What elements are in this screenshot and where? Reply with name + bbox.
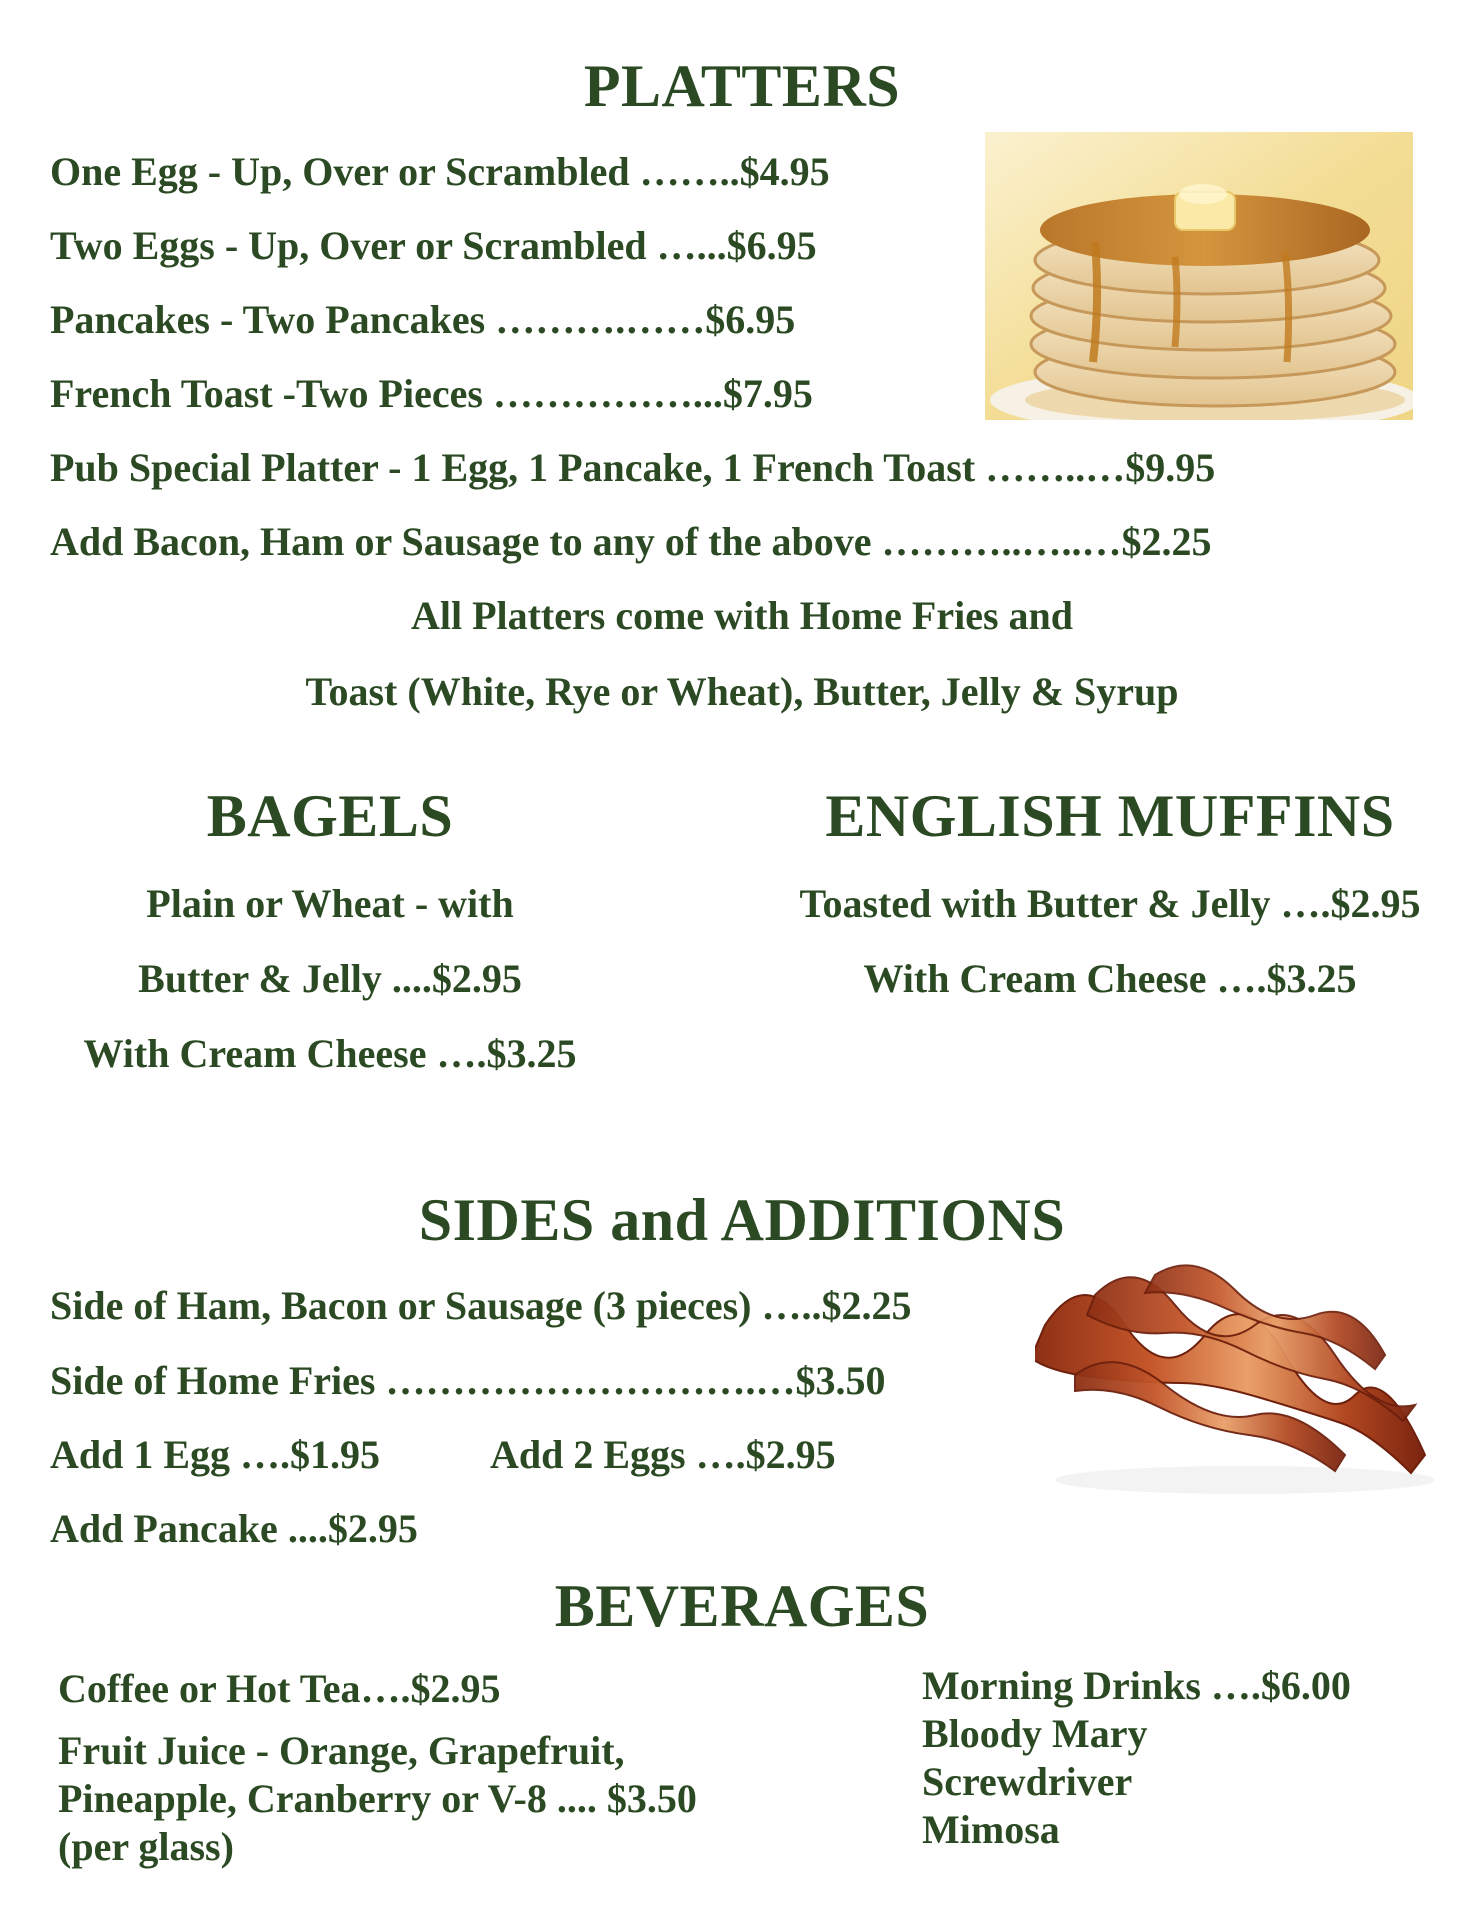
platters-heading: PLATTERS [583, 53, 901, 119]
bagels-line: With Cream Cheese ….$3.25 [83, 1031, 577, 1076]
beverage-right-line: Morning Drinks ….$6.00 [922, 1663, 1351, 1708]
beverage-left-line: (per glass) [58, 1824, 234, 1869]
english-muffins-line: Toasted with Butter & Jelly ….$2.95 [799, 881, 1421, 926]
platters-note-line1: All Platters come with Home Fries and [410, 593, 1074, 638]
platter-item: Pub Special Platter - 1 Egg, 1 Pancake, 1 French Toast ……..…$9.95 [50, 445, 1216, 490]
beverage-left-line: Fruit Juice - Orange, Grapefruit, [58, 1728, 625, 1773]
bagels-line: Butter & Jelly ....$2.95 [138, 956, 522, 1001]
beverage-right-line: Screwdriver [922, 1759, 1133, 1804]
platters-note-line2: Toast (White, Rye or Wheat), Butter, Jelly & Syrup [305, 669, 1179, 714]
sides-heading: SIDES and ADDITIONS [418, 1187, 1066, 1253]
english-muffins-line: With Cream Cheese ….$3.25 [863, 956, 1357, 1001]
beverage-right-line: Mimosa [922, 1807, 1060, 1852]
beverage-right-line: Bloody Mary [922, 1711, 1148, 1756]
beverage-left-line: Coffee or Hot Tea….$2.95 [58, 1666, 501, 1711]
bagels-line: Plain or Wheat - with [146, 881, 514, 926]
platter-item: French Toast -Two Pieces ……………...$7.95 [50, 371, 813, 416]
side-item: Add 1 Egg ….$1.95 [50, 1432, 381, 1477]
english-muffins-heading: ENGLISH MUFFINS [825, 783, 1395, 849]
side-item: Side of Home Fries ……………………….…$3.50 [50, 1358, 886, 1403]
beverage-left-line: Pineapple, Cranberry or V-8 .... $3.50 [58, 1776, 697, 1821]
platter-item: Two Eggs - Up, Over or Scrambled …...$6.95 [50, 223, 817, 268]
side-item: Side of Ham, Bacon or Sausage (3 pieces) …..$2.25 [50, 1283, 912, 1328]
platter-item: Add Bacon, Ham or Sausage to any of the above ………..…..…$2.25 [50, 519, 1212, 564]
pancake-stack-photo [985, 132, 1413, 420]
bagels-heading: BAGELS [206, 783, 454, 849]
side-item: Add Pancake ....$2.95 [50, 1506, 418, 1551]
platter-item: One Egg - Up, Over or Scrambled ……..$4.95 [50, 149, 830, 194]
bacon-strips-photo [1035, 1255, 1455, 1505]
side-item: Add 2 Eggs ….$2.95 [490, 1432, 836, 1477]
beverages-heading: BEVERAGES [554, 1573, 930, 1639]
platter-item: Pancakes - Two Pancakes ……….……$6.95 [50, 297, 796, 342]
